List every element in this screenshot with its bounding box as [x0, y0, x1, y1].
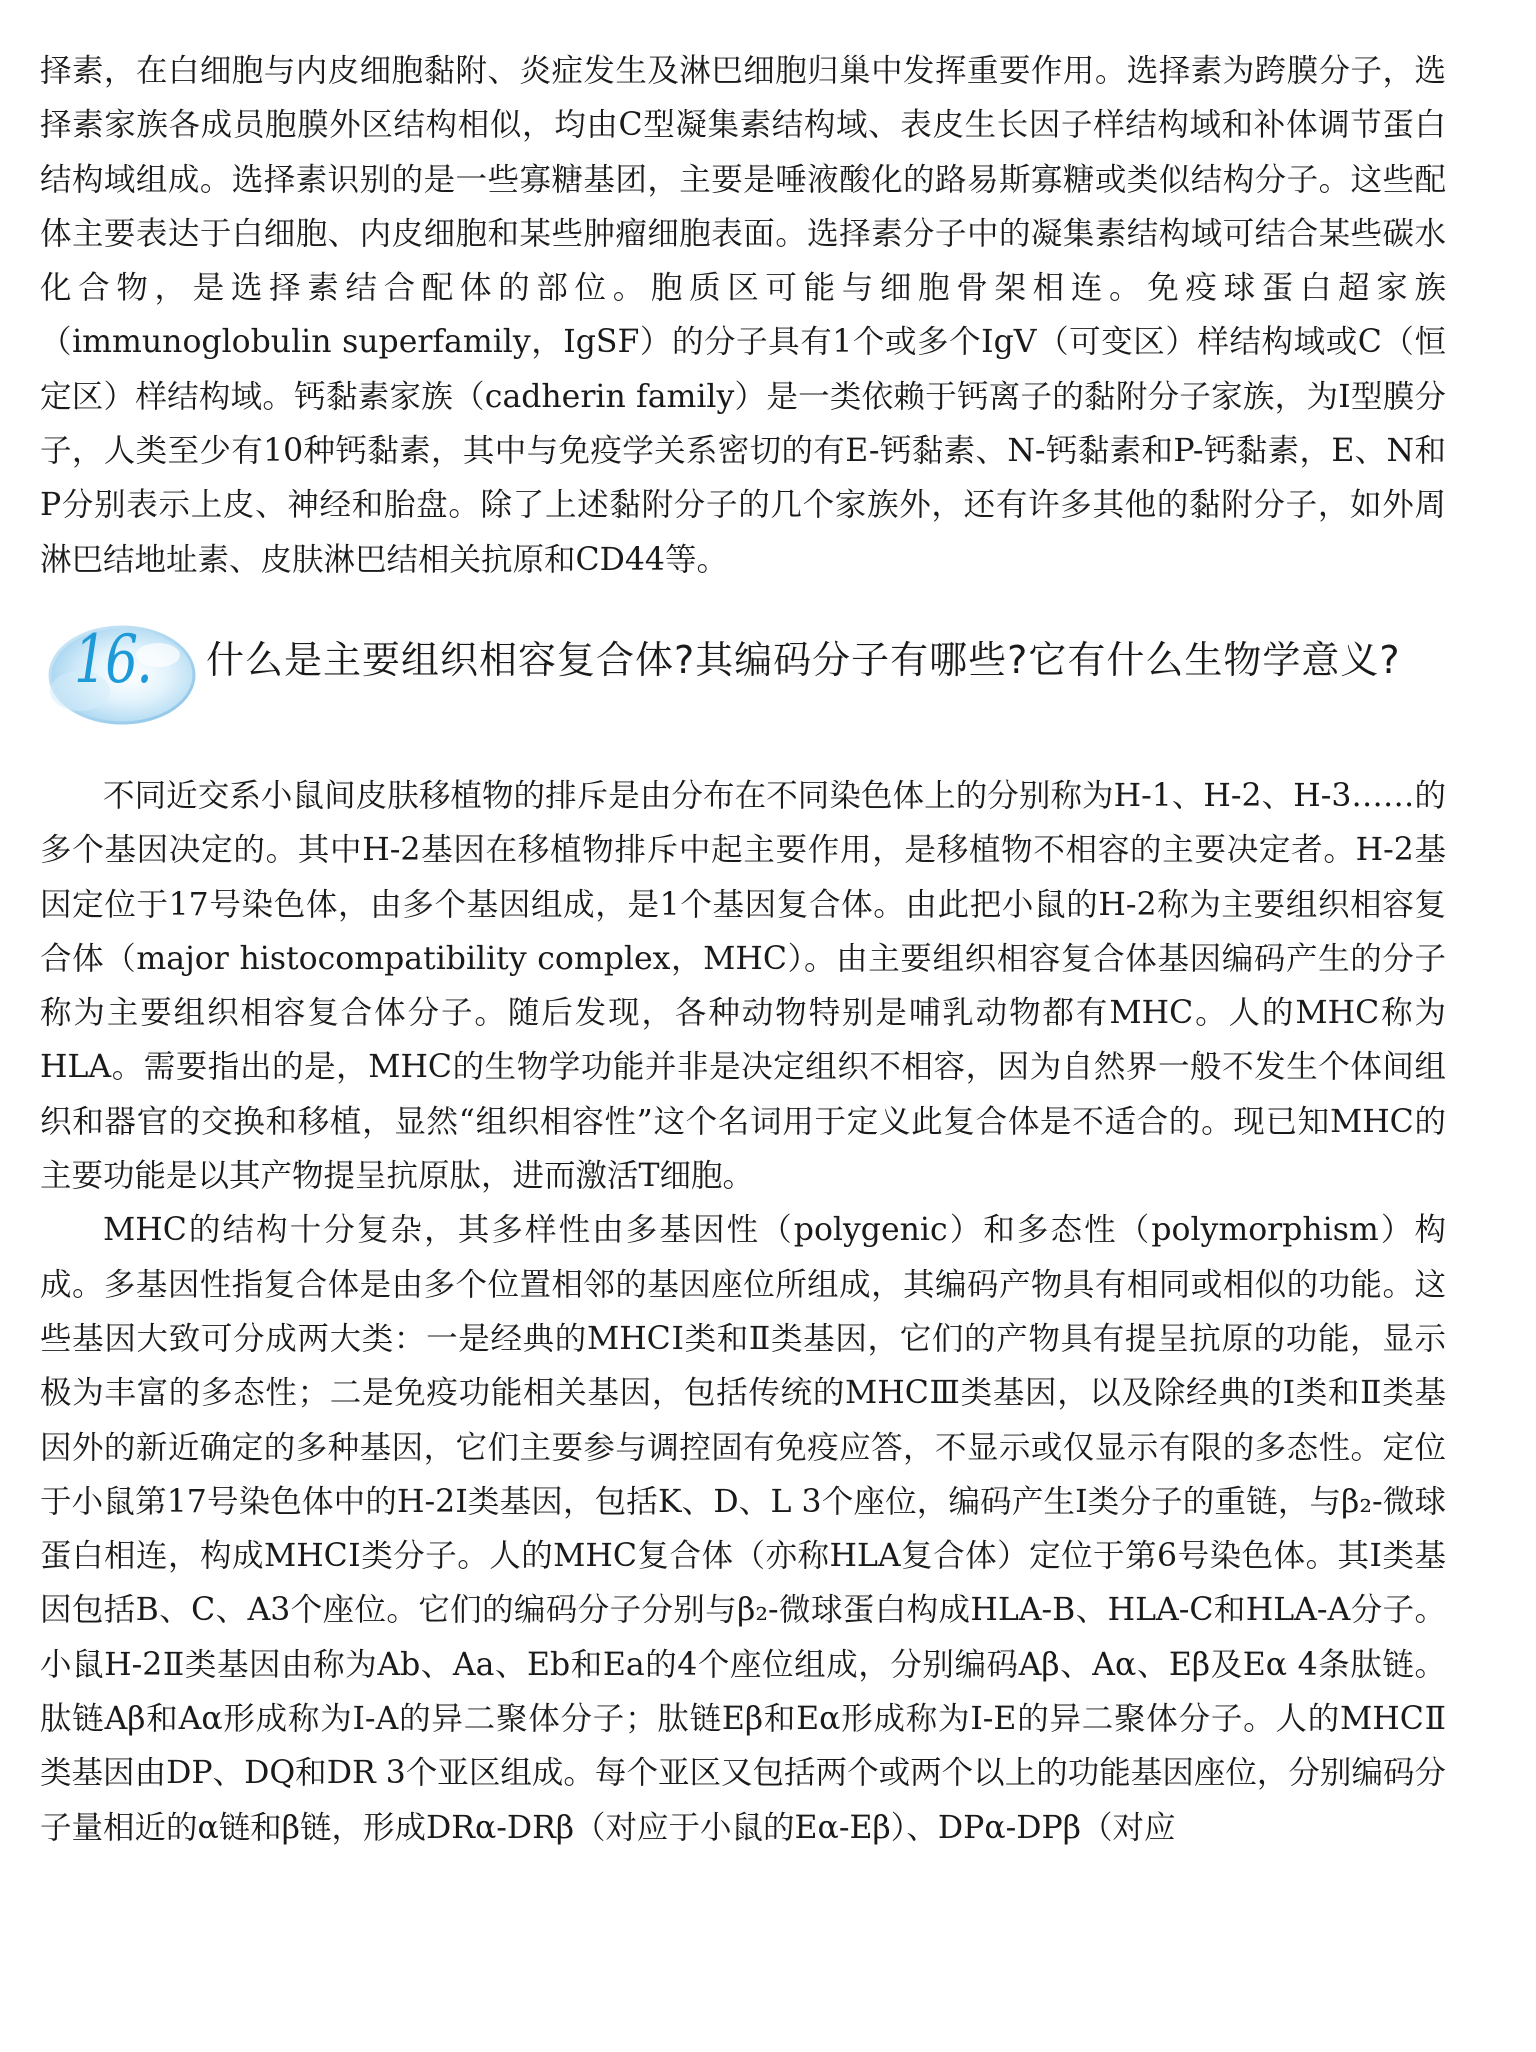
- section-number: 16.: [74, 620, 152, 698]
- section-number-badge: [40, 617, 200, 729]
- section-heading: [40, 617, 1446, 739]
- section-title: 什么是主要组织相容复合体?其编码分子有哪些?它有什么生物学意义?: [206, 637, 1401, 682]
- body-paragraph-2: MHC的结构十分复杂，其多样性由多基因性（polygenic）和多态性（polymorphism）构成。多基因性指复合体是由多个位置相邻的基因座位所组成，其编码产物具有相同或相似的功能。这些基因大致可分成两大类：一是经典的MHCⅠ类和Ⅱ类基因，它们的产物具有提呈抗原的功能，显示极为丰富的多态性；二是免疫功能相关基因，包括传统的MHCⅢ类基因，以及除经典的Ⅰ类和Ⅱ类基因外的新近确定的多种基因，它们主要参与调控固有免疫应答，不显示或仅显示有限的多态性。定位于小鼠第17号染色体中的H-2Ⅰ类基因，包括K、D、L 3个座位，编码产生Ⅰ类分子的重链，与β₂-微球蛋白相连，构成MHCⅠ类分子。人的MHC复合体（亦称HLA复合体）定位于第6号染色体。其Ⅰ类基因包括B、C、A3个座位。它们的编码分子分别与β₂-微球蛋白构成HLA-B、HLA-C和HLA-A分子。小鼠H-2Ⅱ类基因由称为Ab、Aa、Eb和Ea的4个座位组成，分别编码Aβ、Aα、Eβ及Eα 4条肽链。肽链Aβ和Aα形成称为I-A的异二聚体分子；肽链Eβ和Eα形成称为I-E的异二聚体分子。人的MHCⅡ类基因由DP、DQ和DR 3个亚区组成。每个亚区又包括两个或两个以上的功能基因座位，分别编码分子量相近的α链和β链，形成DRα-DRβ（对应于小鼠的Eα-Eβ）、DPα-DPβ（对应: [40, 1212, 1446, 1846]
- intro-paragraph: 择素，在白细胞与内皮细胞黏附、炎症发生及淋巴细胞归巢中发挥重要作用。选择素为跨膜分子，选择素家族各成员胞膜外区结构相似，均由C型凝集素结构域、表皮生长因子样结构域和补体调节蛋白结构域组成。选择素识别的是一些寡糖基团，主要是唾液酸化的路易斯寡糖或类似结构分子。这些配体主要表达于白细胞、内皮细胞和某些肿瘤细胞表面。选择素分子中的凝集素结构域可结合某些碳水化合物，是选择素结合配体的部位。胞质区可能与细胞骨架相连。免疫球蛋白超家族（immunoglobulin superfamily，IgSF）的分子具有1个或多个IgV（可变区）样结构域或C（恒定区）样结构域。钙黏素家族（cadherin family）是一类依赖于钙离子的黏附分子家族，为Ⅰ型膜分子，人类至少有10种钙黏素，其中与免疫学关系密切的有E-钙黏素、N-钙黏素和P-钙黏素，E、N和P分别表示上皮、神经和胎盘。除了上述黏附分子的几个家族外，还有许多其他的黏附分子，如外周淋巴结地址素、皮肤淋巴结相关抗原和CD44等。: [40, 53, 1446, 578]
- body-paragraph-1: 不同近交系小鼠间皮肤移植物的排斥是由分布在不同染色体上的分别称为H-1、H-2、H-3……的多个基因决定的。其中H-2基因在移植物排斥中起主要作用，是移植物不相容的主要决定者。H-2基因定位于17号染色体，由多个基因组成，是1个基因复合体。由此把小鼠的H-2称为主要组织相容复合体（major histocompatibility complex，MHC）。由主要组织相容复合体基因编码产生的分子称为主要组织相容复合体分子。随后发现，各种动物特别是哺乳动物都有MHC。人的MHC称为HLA。需要指出的是，MHC的生物学功能并非是决定组织不相容，因为自然界一般不发生个体间组织和器官的交换和移植，显然“组织相容性”这个名词用于定义此复合体是不适合的。现已知MHC的主要功能是以其产物提呈抗原肽，进而激活T细胞。: [40, 777, 1446, 1195]
- page-content: [40, 44, 1446, 1855]
